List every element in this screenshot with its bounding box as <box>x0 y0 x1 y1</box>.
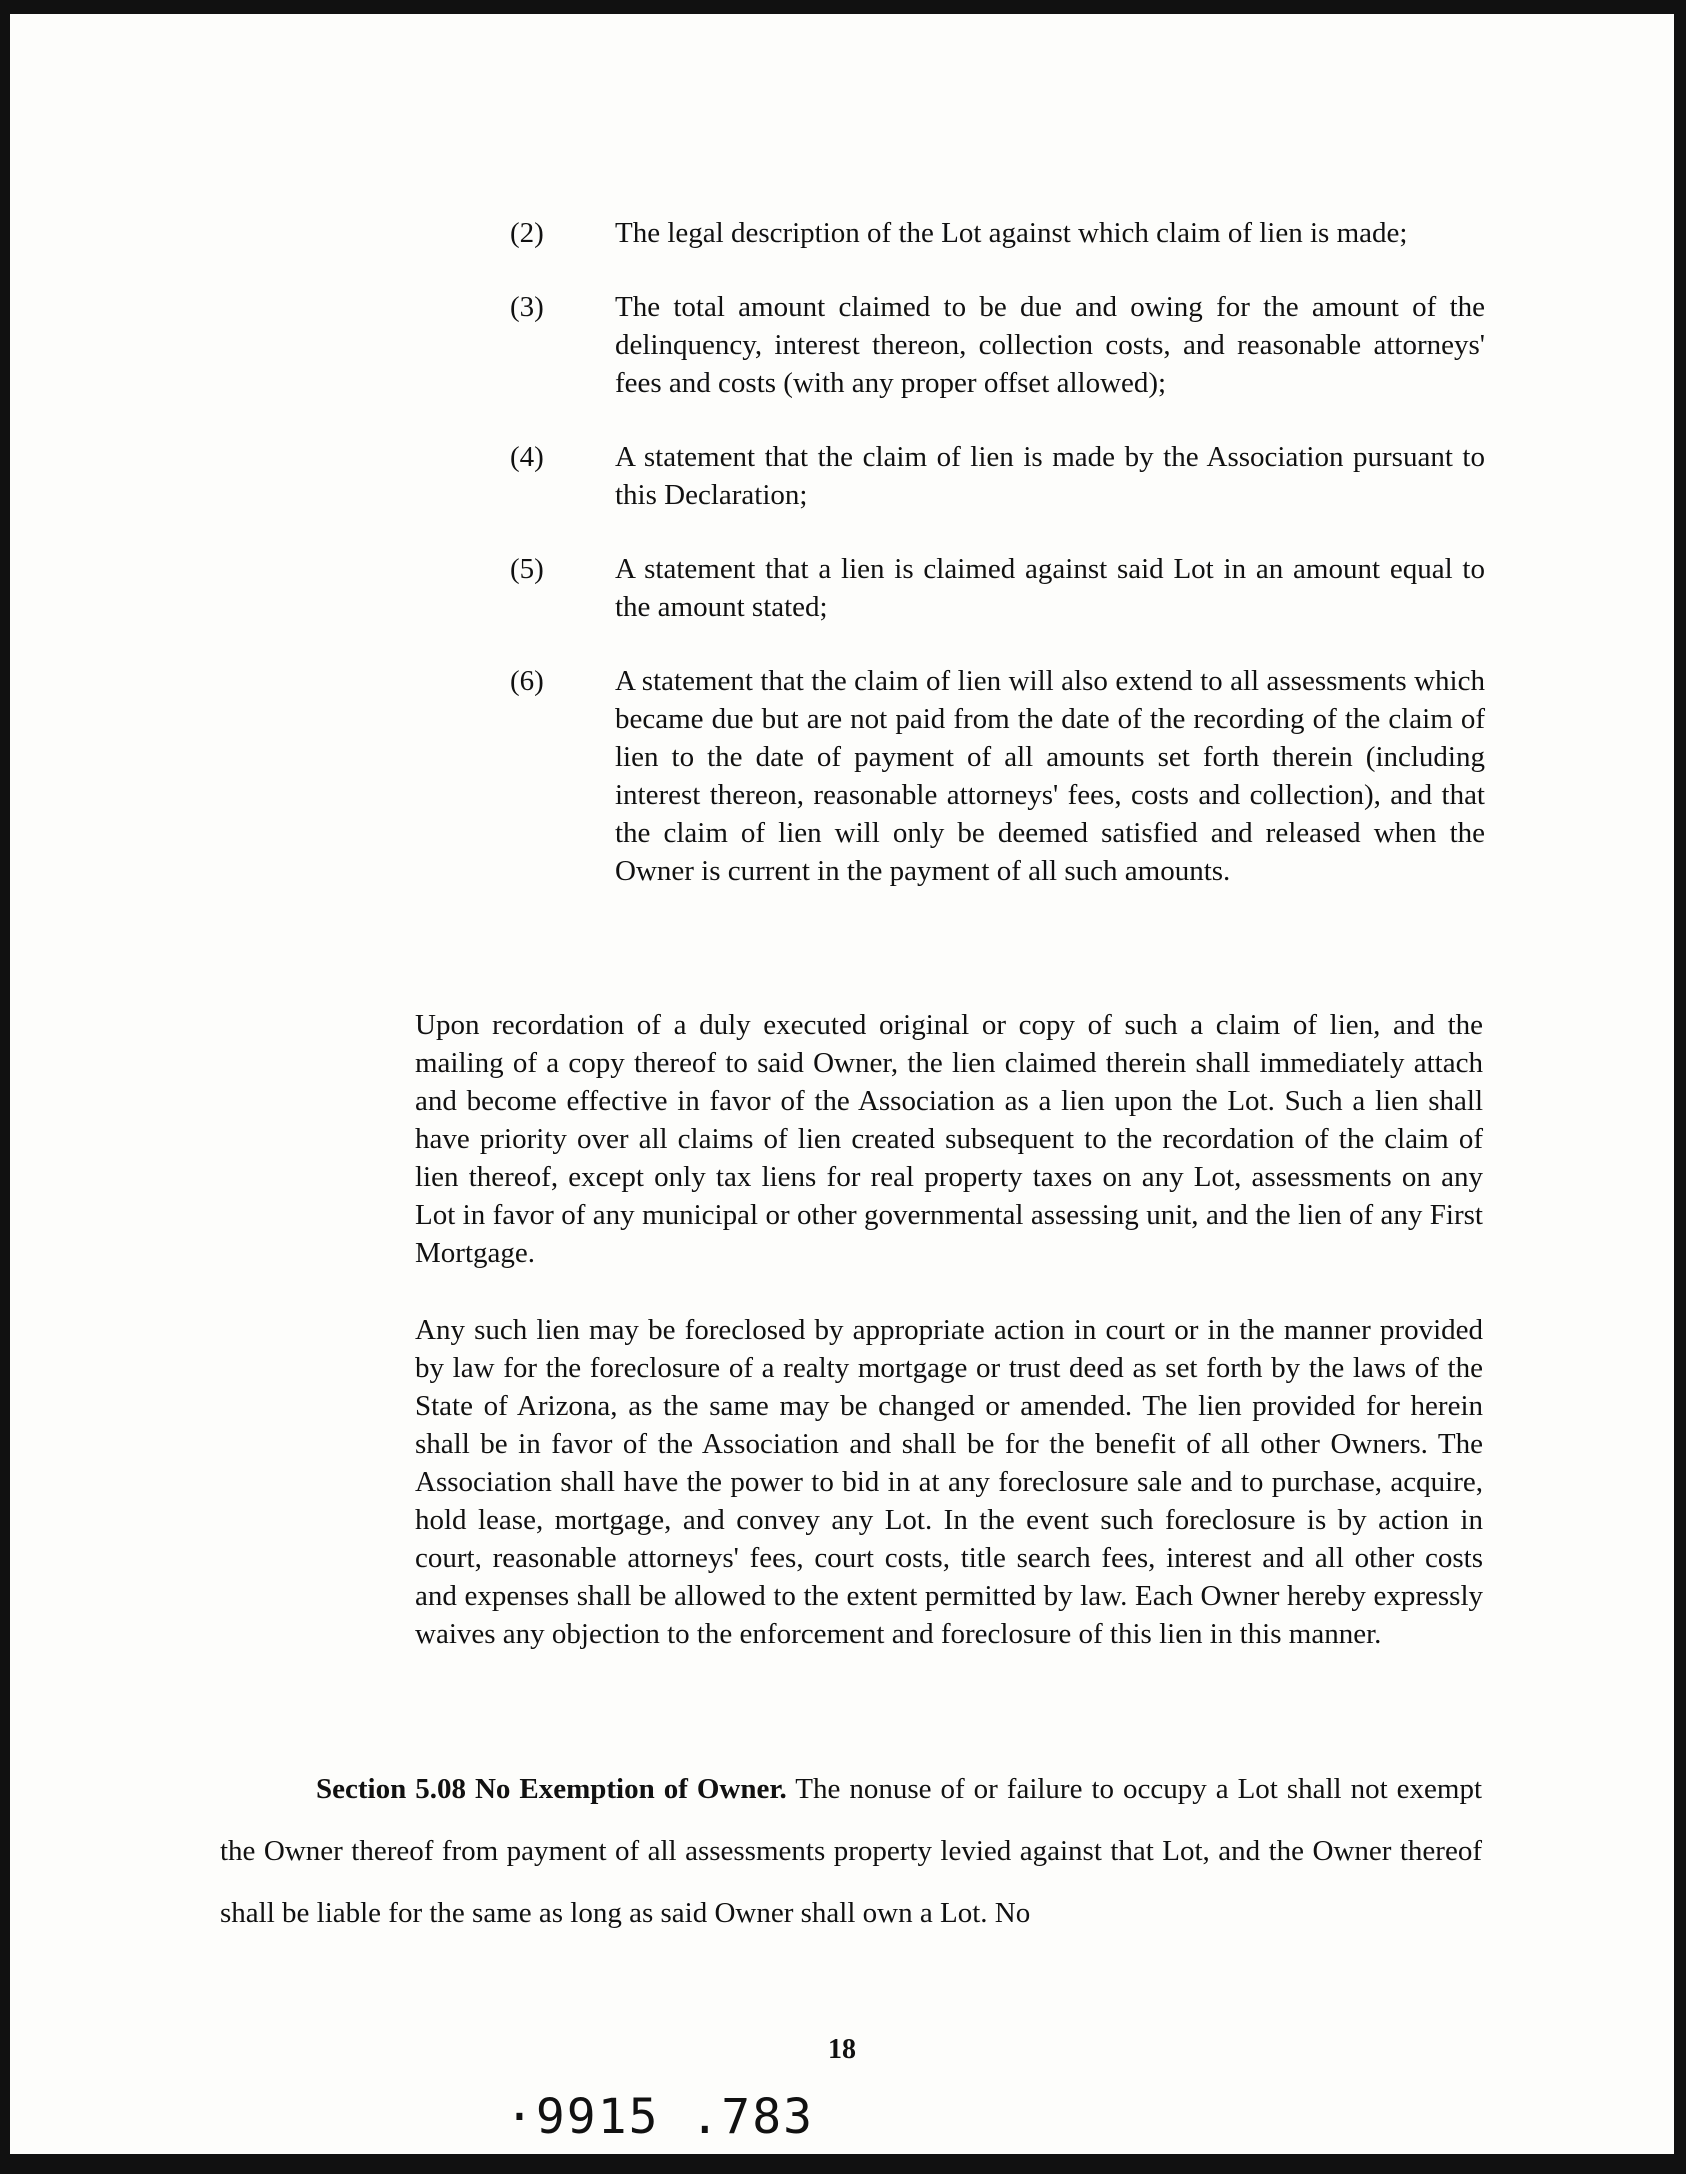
list-item-text: A statement that the claim of lien is made by the Association pursuant to this Declaration; <box>615 441 1485 511</box>
list-item-text: A statement that the claim of lien will also extend to all assessments which became due but are not paid from the date of the recording of the claim of lien to the date of payment of all amounts set forth therein (including interest thereon, reasonable attorneys' fees, costs and collection), and that the claim of lien will only be deemed satisfied and released when the Owner is current in the payment of all such amounts. <box>615 665 1485 887</box>
document-stamp-number: ·9915 .783 <box>505 2089 814 2145</box>
list-item-number: (2) <box>510 217 544 249</box>
section-body: The nonuse of or failure to occupy a Lot shall not exempt the Owner thereof from payment of all assessments property levied against that Lot, and the Owner thereof shall be liable for the same as long as said Owner shall own a Lot. No <box>220 1773 1482 1929</box>
list-item <box>510 288 1485 402</box>
list-item <box>510 550 1485 626</box>
foreclosure-paragraph: Any such lien may be foreclosed by appropriate action in court or in the manner provided by law for the foreclosure of a realty mortgage or trust deed as set forth by the laws of the State of Arizona, as the same may be changed or amended. The lien provided for herein shall be in favor of the Association and shall be for the benefit of all other Owners. The Association shall have the power to bid in at any foreclosure sale and to purchase, acquire, hold lease, mortgage, and convey any Lot. In the event such foreclosure is by action in court, reasonable attorneys' fees, court costs, title search fees, interest and all other costs and expenses shall be allowed to the extent permitted by law. Each Owner hereby expressly waives any objection to the enforcement and foreclosure of this lien in this manner. <box>415 1314 1483 1650</box>
list-item-number: (4) <box>510 441 544 473</box>
list-item-number: (5) <box>510 553 544 585</box>
lien-requirements-list <box>510 214 1485 926</box>
document-page <box>10 14 1674 2154</box>
section-heading: Section 5.08 No Exemption of Owner. <box>316 1773 787 1805</box>
list-item-number: (3) <box>510 291 544 323</box>
list-item-text: A statement that a lien is claimed against said Lot in an amount equal to the amount stated; <box>615 553 1485 623</box>
list-item <box>510 438 1485 514</box>
list-item-text: The total amount claimed to be due and owing for the amount of the delinquency, interest thereon, collection costs, and reasonable attorneys' fees and costs (with any proper offset allowed); <box>615 291 1485 399</box>
list-item-text: The legal description of the Lot against which claim of lien is made; <box>615 217 1408 249</box>
list-item-number: (6) <box>510 665 544 697</box>
page-number: 18 <box>828 2034 856 2065</box>
list-item <box>510 214 1485 252</box>
list-item <box>510 662 1485 890</box>
recordation-paragraph: Upon recordation of a duly executed original or copy of such a claim of lien, and the mailing of a copy thereof to said Owner, the lien claimed therein shall immediately attach and become effective in favor of the Association as a lien upon the Lot. Such a lien shall have priority over all claims of lien created subsequent to the recordation of the claim of lien thereof, except only tax liens for real property taxes on any Lot, assessments on any Lot in favor of any municipal or other governmental assessing unit, and the lien of any First Mortgage. <box>415 1009 1483 1269</box>
section-5-08 <box>220 1758 1482 1944</box>
